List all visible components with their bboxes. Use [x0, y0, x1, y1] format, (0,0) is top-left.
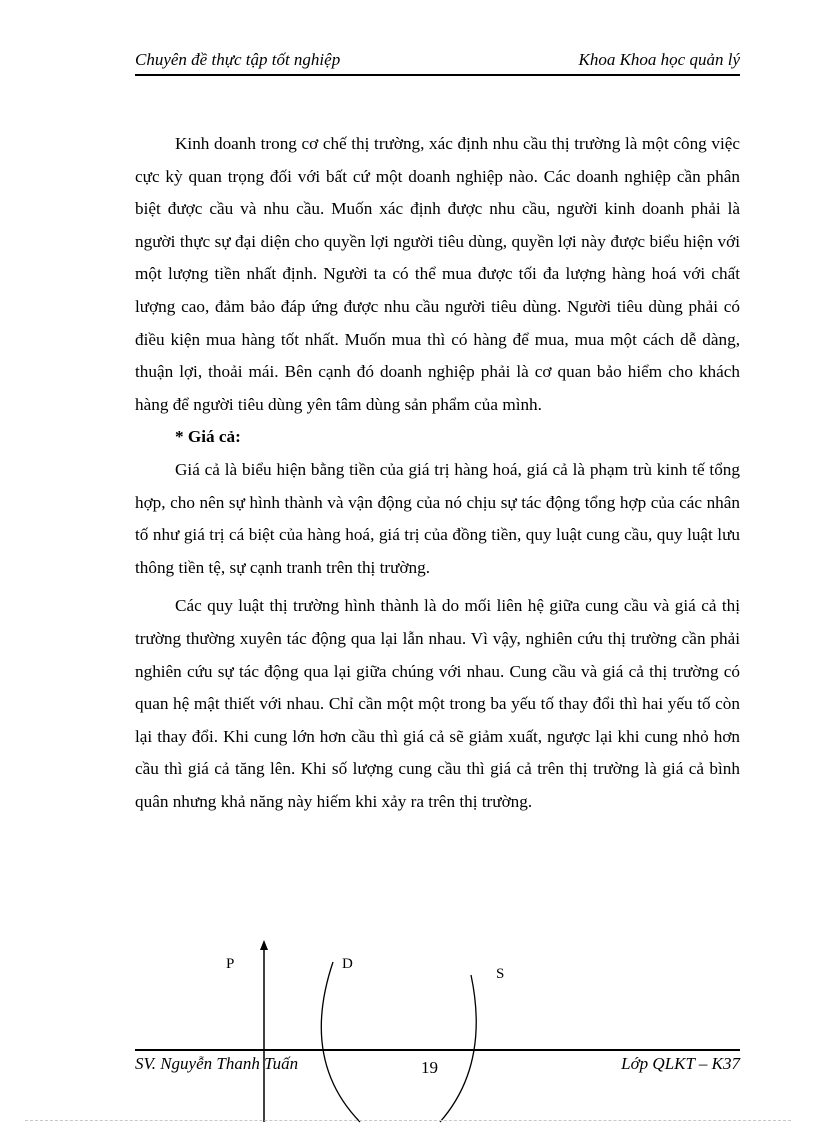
- page-footer: [135, 1054, 740, 1080]
- document-body: [135, 128, 740, 818]
- curve-label-s: S: [496, 966, 505, 982]
- paragraph-market-laws: Các quy luật thị trường hình thành là do mối liên hệ giữa cung cầu và giá cả thị trường thường xuyên tác động qua lại lẫn nhau. Vì vậy, nghiên cứu thị trường cần phải nghiên cứu sự tác động qua lại giữa chúng với nhau. Cung cầu và giá cả thị trường có quan hệ mật thiết với nhau. Chỉ cần một một trong ba yếu tố thay đổi thì hai yếu tố còn lại thay đổi. Khi cung lớn hơn cầu thì giá cả sẽ giảm xuất, ngược lại khi cung nhỏ hơn cầu thì giá cả tăng lên. Khi số lượng cung cầu thì giá cả trên thị trường là giá cả bình quân nhưng khả năng này hiếm khi xảy ra trên thị trường.: [135, 596, 740, 811]
- header-title-right: Khoa Khoa học quản lý: [578, 50, 740, 69]
- footer-rule: [135, 1049, 740, 1051]
- header-title-left: Chuyên đề thực tập tốt nghiệp: [135, 50, 341, 69]
- section-heading-price: * Giá cả:: [175, 427, 241, 447]
- curve-label-d: D: [342, 956, 353, 972]
- price-axis-arrow: [260, 940, 268, 950]
- footer-author: SV. Nguyễn Thanh Tuấn: [135, 1054, 299, 1073]
- page-header: [135, 48, 740, 76]
- page-bottom-divider: [25, 1120, 791, 1121]
- page-number: 19: [421, 1058, 438, 1077]
- demand-curve: [321, 962, 360, 1122]
- paragraph-price-definition: Giá cả là biểu hiện bằng tiền của giá trị hàng hoá, giá cả là phạm trù kinh tế tổng hợp, cho nên sự hình thành và vận động của nó chịu sự tác động tổng hợp của các nhân tố như giá trị cá biệt của hàng hoá, giá trị của đồng tiền, quy luật cung cầu, quy luật lưu thông tiền tệ, sự cạnh tranh trên thị trường.: [135, 459, 740, 577]
- footer-class: Lớp QLKT – K37: [621, 1054, 740, 1073]
- paragraph-demand: Kinh doanh trong cơ chế thị trường, xác định nhu cầu thị trường là một công việc cực kỳ quan trọng đối với bất cứ một doanh nghiệp nào. Các doanh nghiệp cần phân biệt được cầu và nhu cầu. Muốn xác định được nhu cầu, người kinh doanh phải là người thực sự đại diện cho quyền lợi người tiêu dùng, quyền lợi này được biểu hiện với một lượng tiền nhất định. Người ta có thể mua được tối đa lượng hàng hoá với chất lượng cao, đảm bảo đáp ứng được nhu cầu người tiêu dùng. Người tiêu dùng phải có điều kiện mua hàng tốt nhất. Muốn mua thì có hàng để mua, mua một cách dễ dàng, thuận lợi, thoải mái. Bên cạnh đó doanh nghiệp phải là cơ quan bảo hiểm cho khách hàng để người tiêu dùng yên tâm dùng sản phẩm của mình.: [135, 134, 740, 414]
- axis-label-p: P: [226, 956, 235, 972]
